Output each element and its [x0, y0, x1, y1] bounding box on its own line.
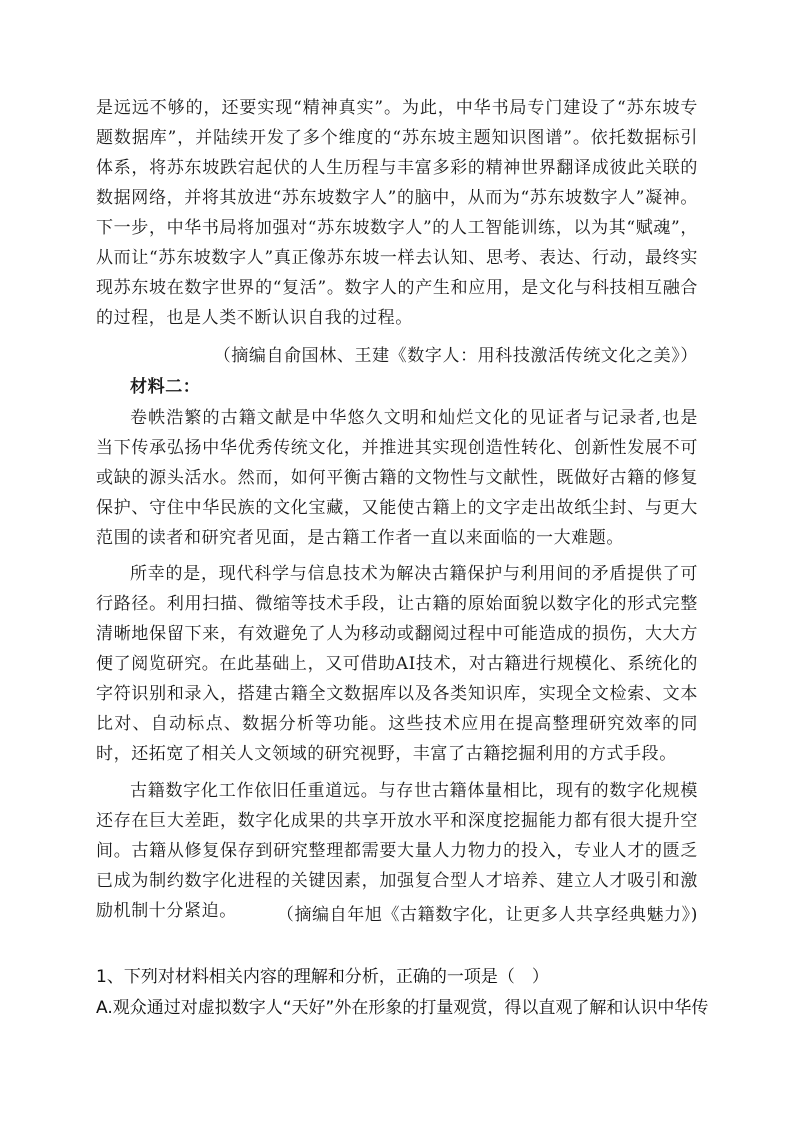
question-1-option-a: A.观众通过对虚拟数字人“天好”外在形象的打量观赏，得以直观了解和认识中华传 [96, 998, 709, 1018]
material2-paragraph-3: 古籍数字化工作依旧任重道远。与存世古籍体量相比，现有的数字化规模还存在巨大差距，数字化成果的共享开放水平和深度挖掘能力都有很大提升空间。古籍从修复保存到研究整理都需要大量人力物力的投入，专业人才的匮乏已成为制约数字化进程的关键因素，加强复合型人才培养、建立人才吸引和激励机制十分紧迫。 [96, 781, 698, 921]
material2-paragraph-1: 卷帙浩繁的古籍文献是中华悠久文明和灿烂文化的见证者与记录者,也是当下传承弘扬中华优秀传统文化，并推进其实现创造性转化、创新性发展不可或缺的源头活水。然而，如何平衡古籍的文物性与文献性，既做好古籍的修复保护、守住中华民族的文化宝藏，又能使古籍上的文字走出故纸尘封、与更大范围的读者和研究者见面，是古籍工作者一直以来面临的一大难题。 [96, 408, 698, 548]
question-1-stem: 1、下列对材料相关内容的理解和分析，正确的一项是（ ） [96, 967, 549, 987]
material1-paragraph: 是远远不够的，还要实现“精神真实”。为此，中华书局专门建设了“苏东坡专题数据库”，并陆续开发了多个维度的“苏东坡主题知识图谱”。依托数据标引体系，将苏东坡跌宕起伏的人生历程与丰富多彩的精神世界翻译成彼此关联的数据网络，并将其放进“苏东坡数字人”的脑中，从而为“苏东坡数字人”凝神。下一步，中华书局将加强对“苏东坡数字人”的人工智能训练，以为其“赋魂”，从而让“苏东坡数字人”真正像苏东坡一样去认知、思考、表达、行动，最终实现苏东坡在数字世界的“复活”。数字人的产生和应用，是文化与科技相互融合的过程，也是人类不断认识自我的过程。 [96, 98, 698, 328]
material2-heading: 材料二： [130, 377, 201, 397]
material2-source: （摘编自年旭《古籍数字化，让更多人共享经典魅力》) [276, 905, 698, 925]
material1-source: （摘编自俞国林、王建《数字人：用科技激活传统文化之美》） [213, 346, 698, 366]
material2-paragraph-2: 所幸的是，现代科学与信息技术为解决古籍保护与利用间的矛盾提供了可行路径。利用扫描、微缩等技术手段，让古籍的原始面貌以数字化的形式完整清晰地保留下来，有效避免了人为移动或翻阅过程中可能造成的损伤，大大方便了阅览研究。在此基础上，又可借助AI技术，对古籍进行规模化、系统化的字符识别和录入，搭建古籍全文数据库以及各类知识库，实现全文检索、文本比对、自动标点、数据分析等功能。这些技术应用在提高整理研究效率的同时，还拓宽了相关人文领域的研究视野，丰富了古籍挖掘利用的方式手段。 [96, 564, 698, 764]
